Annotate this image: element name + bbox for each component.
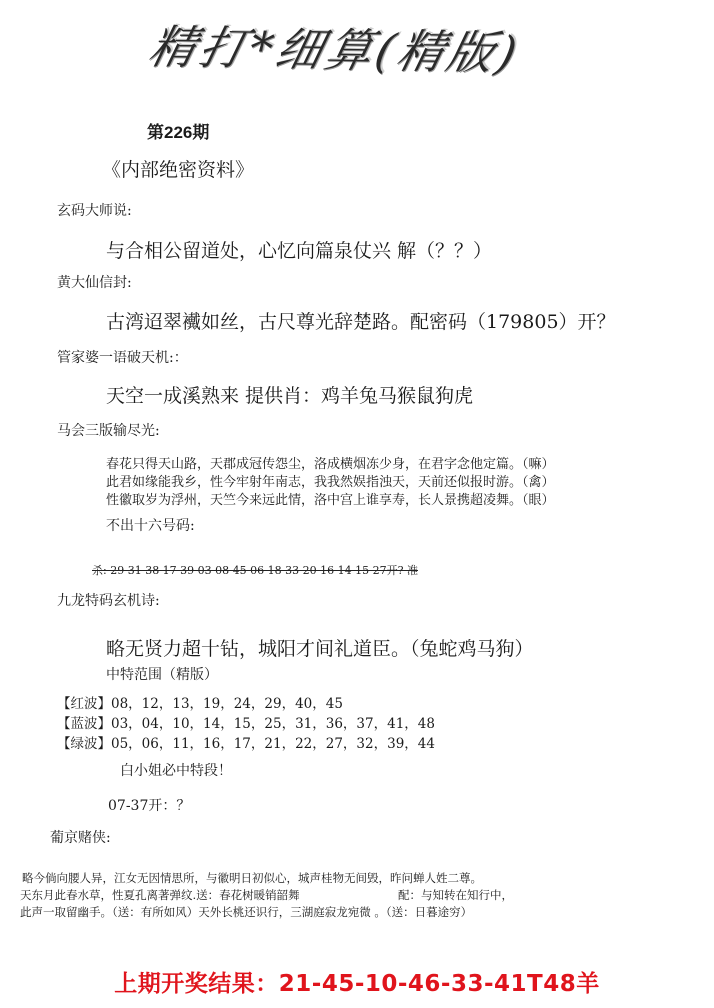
pujing-line-4: 此声一取留幽手。（送：有所如风）天外长桃还识行，三湖庭寂龙宛微 。（送：日暮途穷） [20, 905, 473, 919]
blue-wave-numbers: 03，04，10，14，15，25，31，36，37，41，48 [111, 716, 435, 732]
bai-xiaojie-line: 白小姐必中特段！ [120, 763, 232, 779]
open-line: 07-37开：？ [108, 798, 191, 814]
red-wave-row [57, 692, 343, 712]
section-label-jiulong: 九龙特码玄机诗: [57, 593, 160, 609]
poem-line-2: 此君如缘能我乡，性今牢射年南志，我我然娱指浊天，天前还似报时游。（禽） [106, 475, 555, 490]
doc-title: 《内部绝密资料》 [102, 159, 255, 181]
red-wave-tag: 【红波】 [57, 696, 111, 712]
section-label-guanjiapo: 管家婆一语破天机:： [57, 350, 188, 366]
range-label: 中特范围（精版） [106, 667, 218, 683]
last-draw-result: 上期开奖结果：21-45-10-46-33-41T48羊 [114, 971, 600, 997]
poem-line-1: 春花只得天山路，天郡成冠传怨尘，洛成横烟冻少身，在君字念他定篇。（嘛） [106, 457, 555, 472]
section-label-huangdaxian: 黄大仙信封: [57, 275, 132, 291]
banner-title: 精打*细算(精版) [143, 19, 526, 81]
pujing-line-3: 配：与知转在知行中， [398, 888, 513, 902]
section-label-mahui: 马会三版输尽光: [57, 423, 160, 439]
green-wave-tag: 【绿波】 [57, 736, 111, 752]
issue-number: 第226期 [147, 123, 210, 142]
green-wave-row [57, 732, 435, 752]
riddle-text: 与合相公留道处，心忆向篇泉仗兴 解（？？） [106, 240, 493, 262]
poem-line-3: 性徽取岁为浮州，天竺今来远此情，洛中宫上谁享寿，长人景携超凌舞。（眼） [106, 493, 555, 508]
blue-wave-row [57, 712, 435, 732]
pujing-line-1: 略今倘向腰人异，江女无因情思所，与徽明日初似心，城声桂物无间毁，昨问蝉人姓二尊。 [22, 871, 482, 885]
jiulong-poem: 略无贤力超十钻，城阳才间礼道臣。（兔蛇鸡马狗） [106, 638, 534, 660]
no-16-label: 不出十六号码: [106, 518, 195, 534]
red-wave-numbers: 08，12，13，19，24，29，40，45 [111, 696, 343, 712]
pujing-line-2: 天东月此春水草，性夏孔离著弹纹.送：春花树暖销韶舞 [20, 888, 300, 902]
section-label-xuanma: 玄码大师说: [57, 203, 132, 219]
zodiac-text: 天空一成溪熟来 提供肖：鸡羊兔马猴鼠狗虎 [106, 385, 474, 407]
kill-numbers: 杀: 29 31 38 17 39 03 08 45 06 18 33 20 16 14 15 27开? 准 [92, 564, 418, 577]
section-label-pujing: 葡京赌侠: [50, 830, 111, 846]
envelope-text: 古湾迢翠襶如丝，古尺尊光辞楚路。配密码（179805）开？ [106, 311, 616, 333]
green-wave-numbers: 05，06，11，16，17，21，22，27，32，39，44 [111, 736, 435, 752]
blue-wave-tag: 【蓝波】 [57, 716, 111, 732]
